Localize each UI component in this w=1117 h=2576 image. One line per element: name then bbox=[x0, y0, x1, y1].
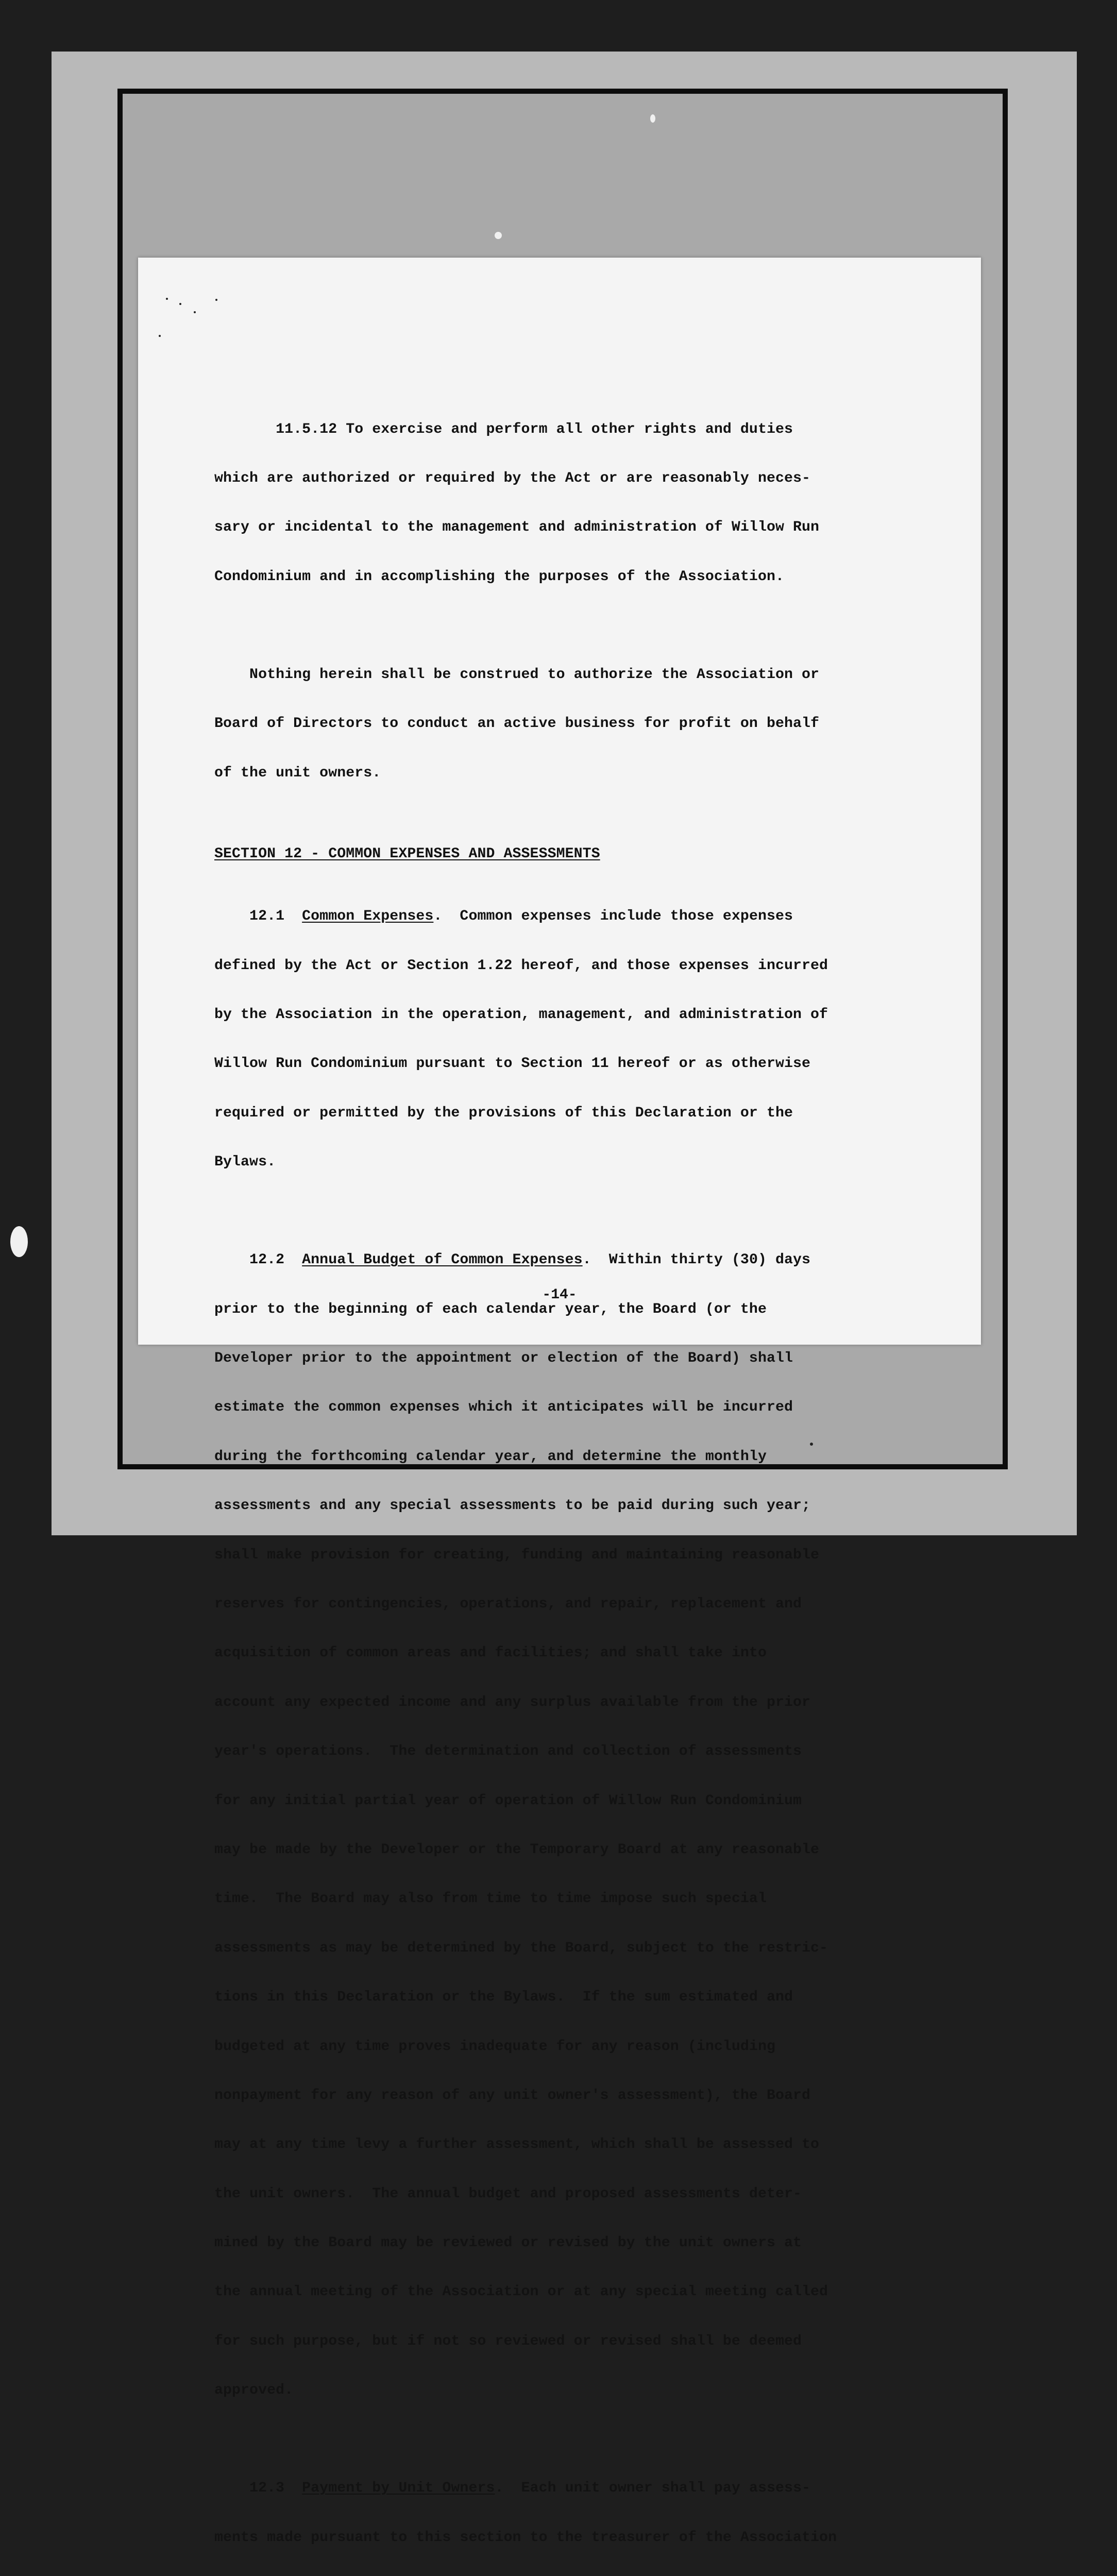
text-line: required or permitted by the provisions of this Declaration or the bbox=[214, 1105, 793, 1121]
text-line: account any expected income and any surplus available from the prior bbox=[214, 1694, 811, 1710]
document-page bbox=[138, 258, 981, 2546]
text-line: acquisition of common areas and facilities; and shall take into bbox=[214, 1645, 767, 1662]
text-line: 11.5.12 To exercise and perform all other rights and duties bbox=[214, 421, 793, 437]
text-line: sary or incidental to the management and administration of Willow Run bbox=[214, 519, 820, 536]
text-line: . Common expenses include those expenses bbox=[433, 908, 793, 925]
document-body bbox=[214, 388, 936, 2576]
text-line: ments made pursuant to this section to the treasurer of the Association bbox=[214, 2529, 837, 2546]
text-line: time. The Board may also from time to time impose such special bbox=[214, 1891, 767, 1907]
section-title: Payment by Unit Owners bbox=[302, 2480, 495, 2497]
text-line: . Within thirty (30) days bbox=[582, 1252, 811, 1268]
scan-speck bbox=[495, 232, 502, 239]
scan-speck bbox=[650, 114, 655, 123]
text-line: the annual meeting of the Association or at any special meeting called bbox=[214, 2284, 828, 2300]
text-line: budgeted at any time proves inadequate for any reason (including bbox=[214, 2038, 775, 2055]
text-line: Nothing herein shall be construed to authorize the Association or bbox=[214, 666, 820, 683]
text-line: estimate the common expenses which it anticipates will be incurred bbox=[214, 1399, 793, 1416]
text-line: year's operations. The determination and collection of assessments bbox=[214, 1743, 802, 1760]
text-line: Condominium and in accomplishing the purposes of the Association. bbox=[214, 568, 784, 585]
text-line: nonpayment for any reason of any unit owner's assessment), the Board bbox=[214, 2087, 811, 2104]
paragraph-12-1 bbox=[214, 876, 936, 1204]
text-line: Bylaws. bbox=[214, 1154, 276, 1171]
scan-speck bbox=[10, 1226, 28, 1257]
text-line: Board of Directors to conduct an active business for profit on behalf bbox=[214, 716, 820, 732]
text-line: approved. bbox=[214, 2382, 294, 2399]
section-title: Annual Budget of Common Expenses bbox=[302, 1252, 583, 1268]
section-number: 12.1 bbox=[214, 908, 302, 925]
text-line: Willow Run Condominium pursuant to Section 11 hereof or as otherwise bbox=[214, 1056, 811, 1072]
text-line: Developer prior to the appointment or election of the Board) shall bbox=[214, 1350, 793, 1367]
section-number: 12.3 bbox=[214, 2480, 302, 2497]
text-line: prior to the beginning of each calendar year, the Board (or the bbox=[214, 1301, 767, 1317]
scan-speck bbox=[179, 303, 181, 305]
text-line: tions in this Declaration or the Bylaws. If the sum estimated and bbox=[214, 1989, 793, 2006]
text-line: reserves for contingencies, operations, and repair, replacement and bbox=[214, 1596, 802, 1612]
text-line: by the Association in the operation, management, and administration of bbox=[214, 1007, 828, 1023]
section-title: Common Expenses bbox=[302, 908, 434, 925]
text-line: assessments as may be determined by the Board, subject to the restric- bbox=[214, 1940, 828, 1956]
scan-speck bbox=[159, 335, 161, 337]
paragraph-12-2 bbox=[214, 1219, 936, 2432]
scan-speck bbox=[194, 311, 196, 313]
text-line: of the unit owners. bbox=[214, 765, 381, 781]
text-line: may be made by the Developer or the Temporary Board at any reasonable bbox=[214, 1841, 820, 1858]
section-12-heading: SECTION 12 - COMMON EXPENSES AND ASSESSMENTS bbox=[214, 845, 600, 862]
text-line: shall make provision for creating, funding and maintaining reasonable bbox=[214, 1547, 820, 1563]
text-line: which are authorized or required by the Act or are reasonably neces- bbox=[214, 470, 811, 486]
text-line: for any initial partial year of operation of Willow Run Condominium bbox=[214, 1792, 802, 1809]
text-line: for such purpose, but if not so reviewed or revised shall be deemed bbox=[214, 2333, 802, 2349]
text-line: . Each unit owner shall pay assess- bbox=[495, 2480, 811, 2497]
text-line: the unit owners. The annual budget and proposed assessments deter- bbox=[214, 2185, 802, 2202]
paragraph-nothing-herein bbox=[214, 634, 936, 814]
page-number: -14- bbox=[542, 1287, 577, 1303]
paragraph-12-3 bbox=[214, 2448, 936, 2576]
section-number: 12.2 bbox=[214, 1252, 302, 1268]
text-line: may at any time levy a further assessment, which shall be assessed to bbox=[214, 2137, 820, 2153]
text-line: defined by the Act or Section 1.22 hereof, and those expenses incurred bbox=[214, 957, 828, 974]
paragraph-11-5-12 bbox=[214, 388, 936, 618]
scan-speck bbox=[166, 298, 168, 300]
text-line: during the forthcoming calendar year, and determine the monthly bbox=[214, 1448, 767, 1465]
scan-speck bbox=[215, 299, 217, 301]
text-line: mined by the Board may be reviewed or revised by the unit owners at bbox=[214, 2235, 802, 2251]
text-line: assessments and any special assessments to be paid during such year; bbox=[214, 1498, 811, 1514]
